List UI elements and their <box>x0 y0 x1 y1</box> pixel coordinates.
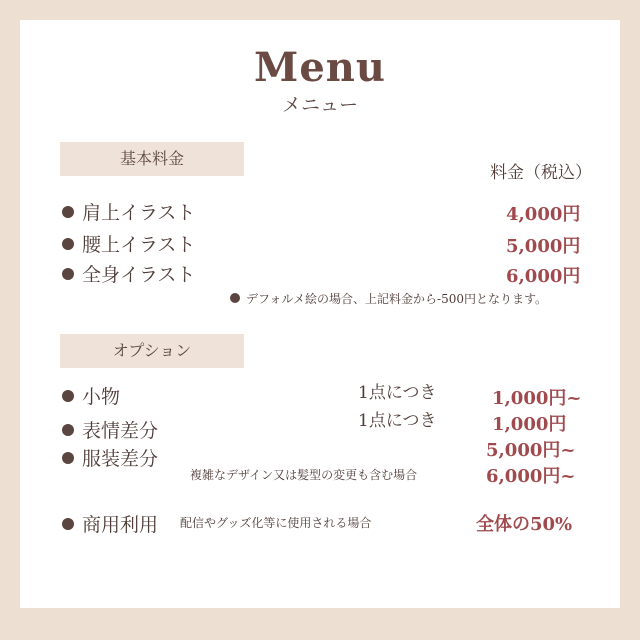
bullet-icon <box>62 238 74 250</box>
item-name: 表情差分 <box>82 420 159 442</box>
item-name: 肩上イラスト <box>82 202 196 224</box>
price-header: 料金（税込） <box>490 163 592 183</box>
list-item-expression-variant <box>62 416 158 443</box>
item-price: 6,000円 <box>506 266 581 287</box>
item-name: 腰上イラスト <box>82 234 196 256</box>
section-label-basic: 基本料金 <box>119 149 184 168</box>
commercial-note: 配信やグッズ化等に使用される場合 <box>180 516 372 530</box>
list-item-full-body <box>62 260 195 287</box>
item-name: 商用利用 <box>82 514 159 536</box>
bullet-icon <box>62 452 74 464</box>
page-subtitle: メニュー <box>281 94 358 116</box>
bullet-icon <box>62 424 74 436</box>
item-name: 服装差分 <box>82 448 159 470</box>
deformed-note <box>230 290 547 307</box>
item-price: 1,000円~ <box>492 388 582 409</box>
bullet-icon <box>62 390 74 402</box>
note-text: デフォルメ絵の場合、上記料金から-500円となります。 <box>246 292 548 306</box>
bullet-icon <box>230 293 240 303</box>
section-label-options: オプション <box>112 341 192 360</box>
item-price: 6,000円~ <box>486 466 576 487</box>
item-price: 4,000円 <box>506 204 581 225</box>
item-name: 全身イラスト <box>82 264 196 286</box>
section-header-basic <box>60 142 244 176</box>
bullet-icon <box>62 206 74 218</box>
list-item-accessory <box>62 382 120 409</box>
item-price: 1,000円 <box>492 414 567 435</box>
complex-design-note: 複雑なデザイン又は髪型の変更も含む場合 <box>190 468 418 482</box>
section-header-options <box>60 334 244 368</box>
item-price: 5,000円~ <box>486 440 576 461</box>
page-title: Menu <box>254 44 386 91</box>
bullet-icon <box>62 268 74 280</box>
item-unit: 1点につき <box>358 383 437 403</box>
item-unit: 1点につき <box>358 411 437 431</box>
list-item-waist <box>62 230 195 257</box>
list-item-outfit-variant <box>62 444 158 471</box>
list-item-shoulder <box>62 198 195 225</box>
item-name: 小物 <box>82 386 121 408</box>
item-price: 全体の50% <box>476 514 573 535</box>
menu-card <box>20 20 620 608</box>
item-price: 5,000円 <box>506 236 581 257</box>
list-item-commercial-use <box>62 510 158 537</box>
bullet-icon <box>62 518 74 530</box>
